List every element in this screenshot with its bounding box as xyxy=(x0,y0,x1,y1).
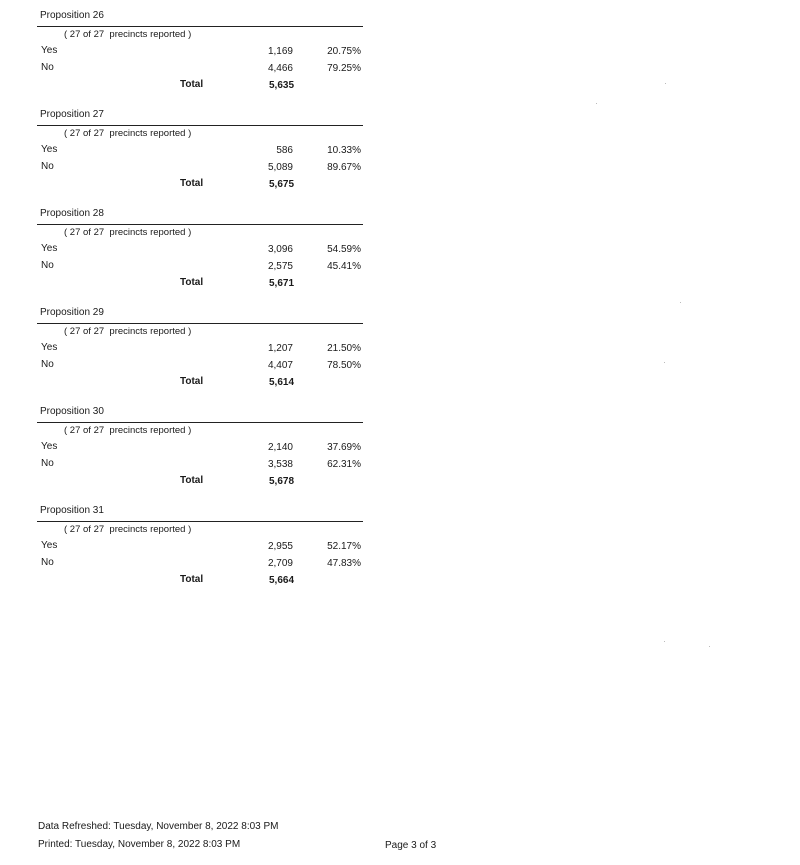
no-votes: 5,089 xyxy=(267,162,293,173)
yes-votes: 3,096 xyxy=(267,244,293,255)
precincts-reported: ( 27 of 27 precincts reported ) xyxy=(64,128,192,139)
total-votes: 5,635 xyxy=(269,80,295,91)
total-votes: 5,671 xyxy=(269,278,295,289)
no-votes: 4,466 xyxy=(267,63,293,74)
precincts-reported: ( 27 of 27 precincts reported ) xyxy=(64,326,192,337)
yes-votes: 2,955 xyxy=(267,541,293,552)
yes-percent: 37.69% xyxy=(327,442,361,453)
yes-percent: 54.59% xyxy=(327,244,361,255)
section-divider xyxy=(37,125,363,126)
no-label: No xyxy=(41,359,54,370)
yes-label: Yes xyxy=(41,342,58,353)
no-percent: 62.31% xyxy=(327,459,361,470)
total-label: Total xyxy=(180,376,204,387)
yes-percent: 52.17% xyxy=(327,541,361,552)
no-percent: 79.25% xyxy=(327,63,361,74)
yes-label: Yes xyxy=(41,441,58,452)
section-divider xyxy=(37,521,363,522)
scan-speck xyxy=(680,302,681,303)
no-votes: 2,575 xyxy=(267,261,293,272)
scan-speck xyxy=(596,103,597,104)
no-percent: 47.83% xyxy=(327,558,361,569)
yes-label: Yes xyxy=(41,45,58,56)
no-label: No xyxy=(41,260,54,271)
proposition-section xyxy=(37,505,363,595)
printed-timestamp: Printed: Tuesday, November 8, 2022 8:03 PM xyxy=(38,839,241,850)
proposition-title: Proposition 28 xyxy=(40,208,104,219)
scan-speck xyxy=(709,646,710,647)
proposition-section xyxy=(37,307,363,397)
no-percent: 45.41% xyxy=(327,261,361,272)
yes-label: Yes xyxy=(41,243,58,254)
no-votes: 2,709 xyxy=(267,558,293,569)
total-label: Total xyxy=(180,79,204,90)
total-label: Total xyxy=(180,178,204,189)
yes-votes: 2,140 xyxy=(267,442,293,453)
proposition-title: Proposition 31 xyxy=(40,505,104,516)
no-votes: 3,538 xyxy=(267,459,293,470)
section-divider xyxy=(37,323,363,324)
proposition-section xyxy=(37,10,363,100)
scan-speck xyxy=(664,641,665,642)
total-votes: 5,675 xyxy=(269,179,295,190)
yes-votes: 1,169 xyxy=(267,46,293,57)
proposition-title: Proposition 26 xyxy=(40,10,104,21)
no-label: No xyxy=(41,62,54,73)
no-label: No xyxy=(41,557,54,568)
yes-percent: 20.75% xyxy=(327,46,361,57)
total-votes: 5,614 xyxy=(269,377,295,388)
section-divider xyxy=(37,26,363,27)
precincts-reported: ( 27 of 27 precincts reported ) xyxy=(64,227,192,238)
precincts-reported: ( 27 of 27 precincts reported ) xyxy=(64,29,192,40)
total-votes: 5,664 xyxy=(269,575,295,586)
scan-speck xyxy=(664,362,665,363)
proposition-title: Proposition 29 xyxy=(40,307,104,318)
data-refreshed-timestamp: Data Refreshed: Tuesday, November 8, 2022 8:03 PM xyxy=(38,821,279,832)
precincts-reported: ( 27 of 27 precincts reported ) xyxy=(64,425,192,436)
scan-speck xyxy=(665,83,666,84)
no-percent: 78.50% xyxy=(327,360,361,371)
page-number: Page 3 of 3 xyxy=(385,840,437,851)
precincts-reported: ( 27 of 27 precincts reported ) xyxy=(64,524,192,535)
total-label: Total xyxy=(180,475,204,486)
proposition-section xyxy=(37,406,363,496)
no-label: No xyxy=(41,458,54,469)
yes-votes: 586 xyxy=(276,145,293,156)
yes-percent: 10.33% xyxy=(327,145,361,156)
yes-label: Yes xyxy=(41,144,58,155)
proposition-section xyxy=(37,208,363,298)
total-label: Total xyxy=(180,277,204,288)
section-divider xyxy=(37,422,363,423)
no-votes: 4,407 xyxy=(267,360,293,371)
proposition-section xyxy=(37,109,363,199)
proposition-title: Proposition 30 xyxy=(40,406,104,417)
no-percent: 89.67% xyxy=(327,162,361,173)
yes-percent: 21.50% xyxy=(327,343,361,354)
total-votes: 5,678 xyxy=(269,476,295,487)
section-divider xyxy=(37,224,363,225)
no-label: No xyxy=(41,161,54,172)
total-label: Total xyxy=(180,574,204,585)
yes-label: Yes xyxy=(41,540,58,551)
proposition-title: Proposition 27 xyxy=(40,109,104,120)
yes-votes: 1,207 xyxy=(267,343,293,354)
